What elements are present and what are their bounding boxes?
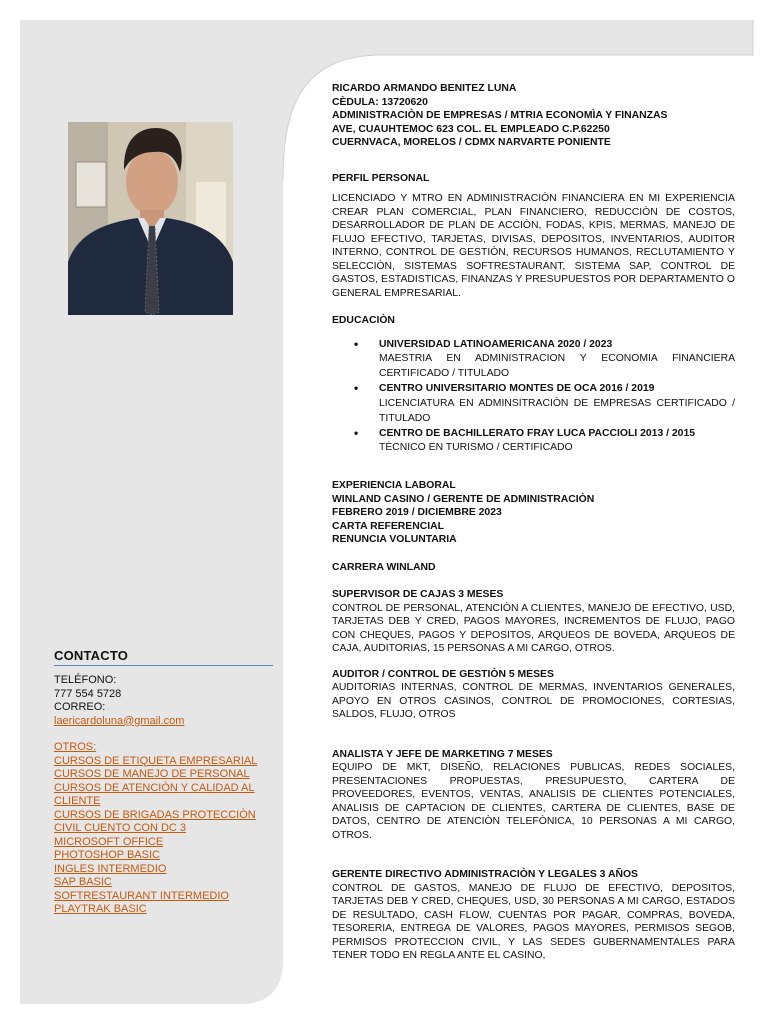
role-description: CONTROL DE PERSONAL, ATENCIÒN A CLIENTES, MANEJO DE EFECTIVO, USD, TARJETAS DEB Y CRED, PAGOS MAYORES, INCREMENTOS DE FLUJO, PAGO CON CHEQUES, PAGOS Y DEPOSITOS, ARQUEOS DE BOVEDA, ARQUEOS DE CAJA, AUDITORIAS, 15 PERSONAS A MI CARGO, OTROS. <box>332 602 735 654</box>
bullet-icon: • <box>354 336 359 351</box>
list-item <box>332 427 735 456</box>
list-item[interactable]: SAP BASIC <box>54 876 112 888</box>
email-label: CORREO: <box>54 701 106 713</box>
list-item[interactable]: OTROS: <box>54 741 97 753</box>
school-name: CENTRO DE BACHILLERATO FRAY LUCA PACCIOLI 2013 / 2015 <box>379 427 696 439</box>
experience-exit: RENUNCIA VOLUNTARIA <box>332 534 457 545</box>
email-link[interactable]: laericardoluna@gmail.com <box>54 714 185 727</box>
list-item[interactable]: CLIENTE <box>54 795 101 807</box>
role-block <box>332 588 735 656</box>
list-item[interactable]: CURSOS DE BRIGADAS PROTECCIÒN <box>54 808 256 821</box>
header-degree: ADMINISTRACIÒN DE EMPRESAS / MTRIA ECONOMÌA Y FINANZAS <box>332 110 668 121</box>
header-name: RICARDO ARMANDO BENITEZ LUNA <box>332 83 517 94</box>
school-name: CENTRO UNIVERSITARIO MONTES DE OCA 2016 / 2019 <box>379 383 655 394</box>
school-detail: MAESTRIA EN ADMINISTRACION Y ECONOMIA FINANCIERA CERTIFICADO / TITULADO <box>379 353 735 379</box>
experience-block <box>332 479 735 547</box>
role-description: CONTROL DE GASTOS, MANEJO DE FLUJO DE EFECTIVO, DEPOSITOS, TARJETAS DEB Y CRED, CHEQUES, USD, 30 PERSONAS A MI CARGO, ESTADOS DE RESULTADO, CASH FLOW, CUENTAS POR PAGAR, COMPRAS, BOVEDA, TESORERIA, ENTREGA DE VALORES, PAGOS MAYORES, PERMISOS SEGOB, PERMISOS PROTECCION CIVIL, Y LAS SEDES GUBERNAMENTALES PARA TENER TODO EN REGLA ANTE EL CASINO, <box>332 882 735 961</box>
other-courses-list <box>54 741 274 917</box>
experience-title: EXPERIENCIA LABORAL <box>332 480 456 491</box>
header-id: CÈDULA: 13720620 <box>332 96 428 108</box>
list-item[interactable]: PHOTOSHOP BASIC <box>54 849 160 861</box>
education-title: EDUCACIÒN <box>332 315 395 326</box>
experience-dates: FEBRERO 2019 / DICIEMBRE 2023 <box>332 507 502 518</box>
list-item[interactable]: SOFTRESTAURANT INTERMEDIO <box>54 889 229 902</box>
education-list <box>332 338 735 456</box>
bullet-icon: • <box>354 381 359 395</box>
contact-title: CONTACTO <box>54 648 273 666</box>
list-item[interactable]: CURSOS DE ATENCIÒN Y CALIDAD AL <box>54 781 255 794</box>
role-title: ANALISTA Y JEFE DE MARKETING 7 MESES <box>332 748 553 760</box>
role-title: AUDITOR / CONTROL DE GESTIÒN 5 MESES <box>332 668 554 680</box>
role-block <box>332 668 735 722</box>
list-item[interactable]: CURSOS DE MANEJO DE PERSONAL <box>54 768 250 780</box>
list-item <box>332 382 735 426</box>
role-block <box>332 868 735 963</box>
role-block <box>332 748 735 843</box>
experience-company: WINLAND CASINO / GERENTE DE ADMINISTRACIÒN <box>332 493 595 505</box>
experience-reference: CARTA REFERENCIAL <box>332 520 444 532</box>
list-item[interactable]: PLAYTRAK BASIC <box>54 903 147 915</box>
school-name: UNIVERSIDAD LATINOAMERICANA 2020 / 2023 <box>379 338 613 350</box>
profile-photo <box>68 122 233 315</box>
phone-label: TELÉFONO: <box>54 674 117 686</box>
header-block <box>332 82 735 150</box>
list-item[interactable]: INGLES INTERMEDIO <box>54 862 167 875</box>
list-item[interactable]: CIVIL CUENTO CON DC 3 <box>54 822 187 834</box>
profile-title: PERFIL PERSONAL <box>332 172 430 184</box>
bullet-icon: • <box>354 425 359 440</box>
list-item[interactable]: MICROSOFT OFFICE <box>54 835 164 848</box>
role-description: AUDITORIAS INTERNAS, CONTROL DE MERMAS, INVENTARIOS GENERALES, APOYO EN OTROS CASINOS, CONTROL DE PROMOCIONES, CORTESIAS, SALDOS, FLUJO, OTROS <box>332 682 735 720</box>
phone-number: 777 554 5728 <box>54 687 122 700</box>
list-item[interactable]: CURSOS DE ETIQUETA EMPRESARIAL <box>54 754 258 767</box>
main-column <box>332 82 735 963</box>
career-title: CARRERA WINLAND <box>332 561 436 573</box>
contact-section <box>54 648 274 917</box>
role-description: EQUIPO DE MKT, DISEÑO, RELACIONES PUBLICAS, REDES SOCIALES, PRESENTACIONES PROPUESTAS, PRESUPUESTO, CARTERA DE PROVEEDORES, EVENTOS, VENTAS, ANALISIS DE CLIENTES POTENCIALES, ANALISIS DE CAPTACION DE CLIENTES, CARTERA DE CLIENTES, BASE DE DATOS, CENTRO DE ATENCIÒN TELEFÒNICA, 10 PERSONAS A MI CARGO, OTROS. <box>332 762 735 841</box>
role-title: GERENTE DIRECTIVO ADMINISTRACIÒN Y LEGALES 3 AÑOS <box>332 869 638 880</box>
profile-text: LICENCIADO Y MTRO EN ADMINISTRACIÒN FINANCIERA EN MI EXPERIENCIA CREAR PLAN COMERCIAL, PLAN FINANCIERO, REDUCCIÒN DE COSTOS, DESARROLLADOR DE PLAN DE ACCIÒN, FODAS, KPIS, MERMAS, MANEJO DE FLUJO EFECTIVO, TARJETAS, DIVISAS, DEPOSITOS, INVENTARIOS, AUDITOR INTERNO, CONTROL DE GESTIÒN, RECURSOS HUMANOS, RECLUTAMIENTO Y SELECCIÒN, SISTEMAS SOFTRESTAURANT, SISTEMA SAP, CONTROL DE GASTOS, ESTADISTICAS, FINANZAS Y PRESUPUESTOS POR DEPARTAMENTO O GENERAL EMPRESARIAL. <box>332 193 735 299</box>
header-city: CUERNVACA, MORELOS / CDMX NARVARTE PONIENTE <box>332 137 611 148</box>
role-title: SUPERVISOR DE CAJAS 3 MESES <box>332 589 504 600</box>
list-item <box>332 338 735 382</box>
school-detail: TÈCNICO EN TURISMO / CERTIFICADO <box>379 442 573 453</box>
school-detail: LICENCIATURA EN ADMINSITRACIÒN DE EMPRESAS CERTIFICADO / TITULADO <box>379 397 735 424</box>
header-address: AVE, CUAUHTEMOC 623 COL. EL EMPLEADO C.P.62250 <box>332 123 610 135</box>
